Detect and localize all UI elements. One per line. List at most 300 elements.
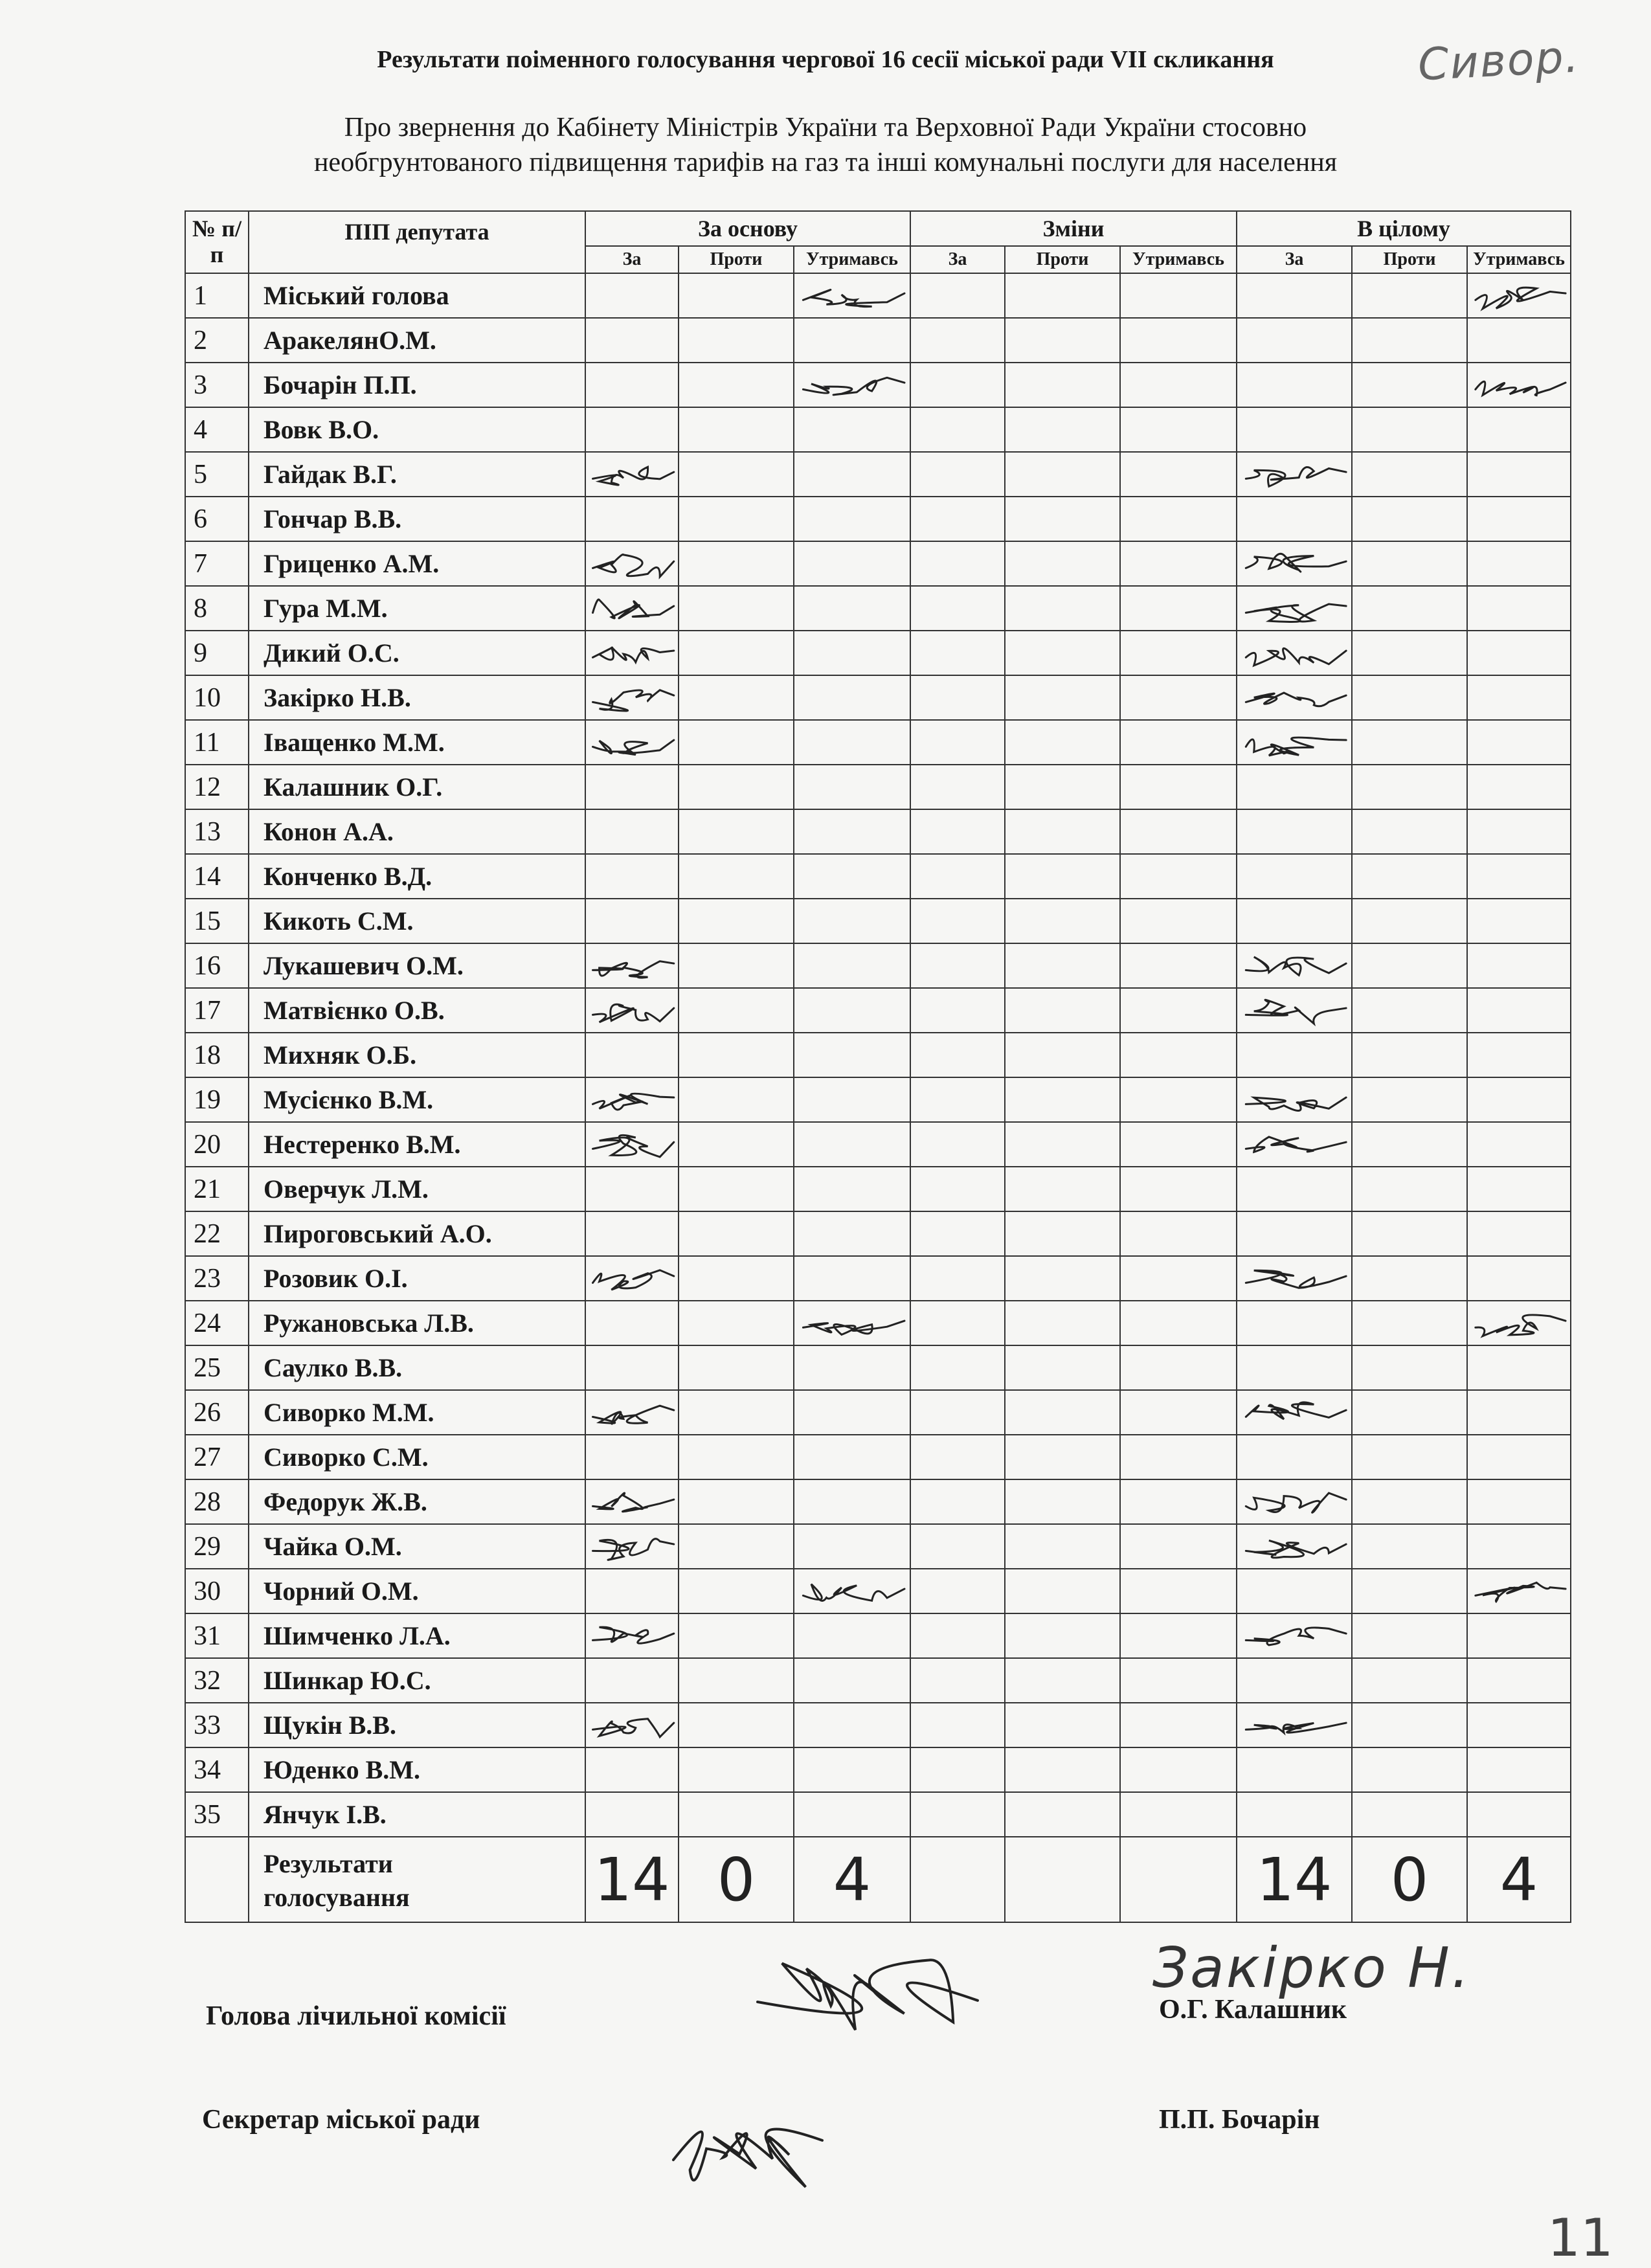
vote-cell xyxy=(794,1435,910,1479)
vote-cell xyxy=(585,1435,679,1479)
row-number: 32 xyxy=(185,1658,249,1703)
table-row xyxy=(185,631,1571,675)
vote-cell xyxy=(1005,854,1120,899)
vote-cell xyxy=(1005,1613,1120,1658)
row-number: 23 xyxy=(185,1256,249,1301)
vote-cell xyxy=(1005,809,1120,854)
vote-cell xyxy=(1237,1167,1352,1211)
vote-cell xyxy=(1120,765,1237,809)
vote-cell xyxy=(679,720,794,765)
subheader-against: Проти xyxy=(1005,246,1120,273)
vote-cell xyxy=(1120,1479,1237,1524)
vote-cell xyxy=(794,1122,910,1167)
deputy-name: Шимченко Л.А. xyxy=(249,1613,585,1658)
vote-cell xyxy=(1005,1479,1120,1524)
vote-cell xyxy=(1467,854,1571,899)
row-number: 7 xyxy=(185,541,249,586)
table-row xyxy=(185,765,1571,809)
vote-cell xyxy=(1237,407,1352,452)
vote-cell xyxy=(794,1569,910,1613)
vote-cell xyxy=(585,631,679,675)
vote-cell xyxy=(585,1390,679,1435)
secretary-label: Секретар міської ради xyxy=(202,2105,480,2135)
deputy-name: Іващенко М.М. xyxy=(249,720,585,765)
vote-cell xyxy=(910,1435,1005,1479)
vote-cell xyxy=(910,586,1005,631)
vote-cell xyxy=(585,1747,679,1792)
vote-cell xyxy=(794,1256,910,1301)
table-row xyxy=(185,407,1571,452)
vote-cell xyxy=(794,1211,910,1256)
vote-cell xyxy=(1237,318,1352,363)
vote-cell xyxy=(679,899,794,943)
vote-cell xyxy=(1005,1747,1120,1792)
header-deputy-name: ПІП депутата xyxy=(249,211,585,273)
vote-cell xyxy=(1237,1658,1352,1703)
row-number: 8 xyxy=(185,586,249,631)
vote-cell xyxy=(585,988,679,1033)
vote-cell xyxy=(1005,675,1120,720)
deputy-name: Саулко В.В. xyxy=(249,1345,585,1390)
vote-cell xyxy=(1352,318,1467,363)
vote-cell xyxy=(794,1792,910,1837)
vote-cell xyxy=(1005,363,1120,407)
vote-cell xyxy=(679,407,794,452)
vote-cell xyxy=(1237,1703,1352,1747)
vote-cell xyxy=(794,452,910,497)
vote-cell xyxy=(794,1167,910,1211)
vote-cell xyxy=(1352,497,1467,541)
vote-cell xyxy=(1005,1792,1120,1837)
deputy-name: Конченко В.Д. xyxy=(249,854,585,899)
vote-cell xyxy=(679,1613,794,1658)
vote-cell xyxy=(794,1077,910,1122)
table-row xyxy=(185,1301,1571,1345)
vote-cell xyxy=(1467,497,1571,541)
vote-cell xyxy=(1005,497,1120,541)
vote-cell xyxy=(1005,541,1120,586)
vote-cell xyxy=(679,675,794,720)
vote-cell xyxy=(1467,899,1571,943)
header-group-changes: Зміни xyxy=(910,211,1237,246)
table-row xyxy=(185,1077,1571,1122)
subheader-for: За xyxy=(585,246,679,273)
table-row xyxy=(185,1033,1571,1077)
vote-cell xyxy=(1467,1703,1571,1747)
header-number: № п/п xyxy=(185,211,249,273)
table-row xyxy=(185,1256,1571,1301)
vote-cell xyxy=(1352,1033,1467,1077)
table-row xyxy=(185,1524,1571,1569)
table-row xyxy=(185,586,1571,631)
result-value: 0 xyxy=(1352,1837,1467,1922)
vote-cell xyxy=(794,943,910,988)
vote-cell xyxy=(679,765,794,809)
table-row xyxy=(185,363,1571,407)
row-number: 27 xyxy=(185,1435,249,1479)
vote-cell xyxy=(679,1747,794,1792)
deputy-name: Вовк В.О. xyxy=(249,407,585,452)
vote-cell xyxy=(585,1122,679,1167)
vote-cell xyxy=(585,452,679,497)
vote-cell xyxy=(1352,1301,1467,1345)
vote-cell xyxy=(1352,1345,1467,1390)
vote-cell xyxy=(1120,1211,1237,1256)
vote-cell xyxy=(679,1792,794,1837)
deputy-name: Щукін В.В. xyxy=(249,1703,585,1747)
vote-cell xyxy=(910,1747,1005,1792)
table-row xyxy=(185,1390,1571,1435)
vote-cell xyxy=(1352,1122,1467,1167)
vote-cell xyxy=(1352,586,1467,631)
subtitle-line-1: Про звернення до Кабінету Міністрів України та Верховної Ради України стосовно xyxy=(344,113,1307,142)
vote-cell xyxy=(585,1167,679,1211)
vote-cell xyxy=(1467,943,1571,988)
vote-cell xyxy=(679,452,794,497)
vote-cell xyxy=(1237,1122,1352,1167)
vote-cell xyxy=(1467,273,1571,318)
deputy-name: Янчук І.В. xyxy=(249,1792,585,1837)
vote-cell xyxy=(679,1256,794,1301)
vote-cell xyxy=(679,541,794,586)
row-number: 12 xyxy=(185,765,249,809)
vote-cell xyxy=(1237,1479,1352,1524)
vote-cell xyxy=(910,1658,1005,1703)
subheader-abstain: Утримавсь xyxy=(1120,246,1237,273)
vote-cell xyxy=(794,1658,910,1703)
vote-cell xyxy=(1237,586,1352,631)
vote-cell xyxy=(1237,1524,1352,1569)
vote-cell xyxy=(1237,1792,1352,1837)
vote-cell xyxy=(679,1435,794,1479)
vote-cell xyxy=(1467,1792,1571,1837)
vote-cell xyxy=(1120,1747,1237,1792)
subheader-against: Проти xyxy=(1352,246,1467,273)
vote-cell xyxy=(585,1703,679,1747)
vote-cell xyxy=(1467,1390,1571,1435)
row-number: 5 xyxy=(185,452,249,497)
vote-cell xyxy=(1005,1345,1120,1390)
vote-cell xyxy=(1005,452,1120,497)
deputy-name: Нестеренко В.М. xyxy=(249,1122,585,1167)
vote-cell xyxy=(1005,720,1120,765)
vote-cell xyxy=(1467,1569,1571,1613)
vote-cell xyxy=(1120,988,1237,1033)
vote-cell xyxy=(1237,497,1352,541)
vote-cell xyxy=(794,809,910,854)
vote-cell xyxy=(679,1479,794,1524)
row-number: 25 xyxy=(185,1345,249,1390)
row-number: 3 xyxy=(185,363,249,407)
table-row xyxy=(185,1211,1571,1256)
deputy-name: Кикоть С.М. xyxy=(249,899,585,943)
table-row xyxy=(185,273,1571,318)
vote-cell xyxy=(1120,675,1237,720)
vote-cell xyxy=(1120,1167,1237,1211)
row-number: 10 xyxy=(185,675,249,720)
vote-cell xyxy=(1467,1747,1571,1792)
vote-cell xyxy=(1467,809,1571,854)
table-row xyxy=(185,1435,1571,1479)
vote-cell xyxy=(794,1301,910,1345)
vote-cell xyxy=(1005,273,1120,318)
vote-cell xyxy=(585,1301,679,1345)
result-value xyxy=(910,1837,1005,1922)
result-value: 14 xyxy=(1237,1837,1352,1922)
table-row xyxy=(185,1479,1571,1524)
vote-cell xyxy=(679,273,794,318)
vote-cell xyxy=(910,1256,1005,1301)
document-title: Результати поіменного голосування чергової 16 сесії міської ради VII скликання xyxy=(377,46,1274,73)
row-number: 9 xyxy=(185,631,249,675)
vote-cell xyxy=(910,1569,1005,1613)
table-row xyxy=(185,452,1571,497)
row-number: 35 xyxy=(185,1792,249,1837)
row-number: 24 xyxy=(185,1301,249,1345)
vote-cell xyxy=(1120,1345,1237,1390)
vote-cell xyxy=(794,675,910,720)
vote-cell xyxy=(679,1211,794,1256)
deputy-name: Конон А.А. xyxy=(249,809,585,854)
deputy-name: Пироговський А.О. xyxy=(249,1211,585,1256)
vote-cell xyxy=(1237,1435,1352,1479)
vote-cell xyxy=(679,1345,794,1390)
row-number: 34 xyxy=(185,1747,249,1792)
vote-cell xyxy=(1005,1703,1120,1747)
vote-cell xyxy=(1005,1569,1120,1613)
vote-cell xyxy=(1352,1390,1467,1435)
vote-cell xyxy=(585,854,679,899)
vote-cell xyxy=(585,1569,679,1613)
vote-cell xyxy=(1352,631,1467,675)
vote-cell xyxy=(794,1033,910,1077)
vote-cell xyxy=(1467,675,1571,720)
row-number: 6 xyxy=(185,497,249,541)
vote-cell xyxy=(1120,1792,1237,1837)
vote-cell xyxy=(679,1122,794,1167)
vote-cell xyxy=(910,675,1005,720)
vote-cell xyxy=(1237,899,1352,943)
vote-cell xyxy=(1467,452,1571,497)
vote-cell xyxy=(910,1122,1005,1167)
deputy-name: Міський голова xyxy=(249,273,585,318)
vote-cell xyxy=(1352,1167,1467,1211)
vote-cell xyxy=(794,1747,910,1792)
vote-cell xyxy=(1352,1703,1467,1747)
row-number: 30 xyxy=(185,1569,249,1613)
vote-cell xyxy=(585,586,679,631)
vote-cell xyxy=(1467,1167,1571,1211)
secretary-name: П.П. Бочарін xyxy=(1159,2105,1320,2135)
vote-cell xyxy=(1467,318,1571,363)
vote-cell xyxy=(910,988,1005,1033)
deputy-name: Оверчук Л.М. xyxy=(249,1167,585,1211)
row-number: 4 xyxy=(185,407,249,452)
vote-cell xyxy=(794,631,910,675)
vote-cell xyxy=(794,541,910,586)
vote-cell xyxy=(679,1658,794,1703)
vote-cell xyxy=(1237,943,1352,988)
vote-cell xyxy=(1120,1390,1237,1435)
table-row xyxy=(185,720,1571,765)
subheader-abstain: Утримавсь xyxy=(1467,246,1571,273)
vote-cell xyxy=(1237,1390,1352,1435)
commission-name: О.Г. Калашник xyxy=(1159,1995,1347,2025)
vote-cell xyxy=(1237,1077,1352,1122)
vote-cell xyxy=(1005,586,1120,631)
vote-cell xyxy=(1120,1077,1237,1122)
table-row xyxy=(185,1792,1571,1837)
vote-cell xyxy=(679,1033,794,1077)
row-number: 20 xyxy=(185,1122,249,1167)
vote-cell xyxy=(679,318,794,363)
table-row xyxy=(185,899,1571,943)
vote-cell xyxy=(910,809,1005,854)
vote-cell xyxy=(910,273,1005,318)
vote-cell xyxy=(1352,1256,1467,1301)
vote-cell xyxy=(794,363,910,407)
vote-cell xyxy=(1237,1747,1352,1792)
vote-cell xyxy=(1005,1524,1120,1569)
table-row xyxy=(185,1747,1571,1792)
vote-cell xyxy=(1120,1301,1237,1345)
deputy-name: Мусієнко В.М. xyxy=(249,1077,585,1122)
vote-cell xyxy=(1352,1211,1467,1256)
table-row xyxy=(185,541,1571,586)
deputy-name: Чайка О.М. xyxy=(249,1524,585,1569)
vote-cell xyxy=(1120,631,1237,675)
vote-cell xyxy=(585,318,679,363)
vote-cell xyxy=(1120,541,1237,586)
vote-cell xyxy=(1120,943,1237,988)
vote-cell xyxy=(1237,1345,1352,1390)
table-row xyxy=(185,1569,1571,1613)
vote-cell xyxy=(1120,1703,1237,1747)
row-number: 11 xyxy=(185,720,249,765)
vote-cell xyxy=(794,1613,910,1658)
vote-cell xyxy=(585,720,679,765)
table-row xyxy=(185,1703,1571,1747)
vote-cell xyxy=(1352,1435,1467,1479)
vote-cell xyxy=(1005,765,1120,809)
vote-cell xyxy=(1352,1569,1467,1613)
deputy-name: Гончар В.В. xyxy=(249,497,585,541)
subheader-against: Проти xyxy=(679,246,794,273)
vote-cell xyxy=(794,720,910,765)
vote-cell xyxy=(1120,809,1237,854)
vote-cell xyxy=(1120,586,1237,631)
vote-cell xyxy=(1467,765,1571,809)
vote-cell xyxy=(1120,1524,1237,1569)
vote-cell xyxy=(1352,1524,1467,1569)
page-number: 11 xyxy=(1547,2208,1613,2268)
row-number: 16 xyxy=(185,943,249,988)
table-row xyxy=(185,943,1571,988)
vote-cell xyxy=(585,1211,679,1256)
vote-cell xyxy=(585,497,679,541)
vote-cell xyxy=(1237,1256,1352,1301)
result-value: 0 xyxy=(679,1837,794,1922)
vote-cell xyxy=(1005,1435,1120,1479)
vote-cell xyxy=(910,1479,1005,1524)
vote-cell xyxy=(910,1301,1005,1345)
row-number: 15 xyxy=(185,899,249,943)
result-number-cell xyxy=(185,1837,249,1922)
vote-cell xyxy=(1352,273,1467,318)
vote-cell xyxy=(585,943,679,988)
vote-cell xyxy=(1005,1167,1120,1211)
secretary-signature xyxy=(673,2129,822,2187)
vote-cell xyxy=(1120,1435,1237,1479)
vote-cell xyxy=(1005,1390,1120,1435)
vote-cell xyxy=(585,765,679,809)
vote-cell xyxy=(585,363,679,407)
subheader-abstain: Утримавсь xyxy=(794,246,910,273)
vote-cell xyxy=(910,1613,1005,1658)
vote-cell xyxy=(679,1167,794,1211)
header-group-whole: В цілому xyxy=(1237,211,1571,246)
vote-cell xyxy=(1237,273,1352,318)
table-row xyxy=(185,809,1571,854)
vote-cell xyxy=(1352,809,1467,854)
vote-cell xyxy=(910,1792,1005,1837)
vote-cell xyxy=(1467,586,1571,631)
deputy-name: Гайдак В.Г. xyxy=(249,452,585,497)
vote-cell xyxy=(1352,363,1467,407)
subheader-for: За xyxy=(910,246,1005,273)
vote-cell xyxy=(1237,1613,1352,1658)
vote-cell xyxy=(1352,541,1467,586)
vote-cell xyxy=(1352,1479,1467,1524)
vote-cell xyxy=(1467,1658,1571,1703)
result-label-line-1: Результати xyxy=(264,1849,393,1878)
deputy-name: Ружановська Л.В. xyxy=(249,1301,585,1345)
vote-cell xyxy=(1237,1211,1352,1256)
vote-cell xyxy=(1467,1479,1571,1524)
vote-cell xyxy=(585,273,679,318)
vote-cell xyxy=(910,363,1005,407)
vote-cell xyxy=(910,720,1005,765)
deputy-name: Лукашевич О.М. xyxy=(249,943,585,988)
vote-cell xyxy=(1120,1569,1237,1613)
vote-cell xyxy=(1352,765,1467,809)
vote-cell xyxy=(679,363,794,407)
row-number: 21 xyxy=(185,1167,249,1211)
table-row xyxy=(185,1613,1571,1658)
row-number: 26 xyxy=(185,1390,249,1435)
vote-cell xyxy=(1237,1569,1352,1613)
vote-cell xyxy=(1005,1658,1120,1703)
vote-cell xyxy=(794,1703,910,1747)
vote-cell xyxy=(679,943,794,988)
vote-cell xyxy=(1120,497,1237,541)
vote-cell xyxy=(1467,541,1571,586)
vote-cell xyxy=(1005,1256,1120,1301)
vote-cell xyxy=(794,1524,910,1569)
vote-cell xyxy=(794,1479,910,1524)
vote-cell xyxy=(910,1167,1005,1211)
vote-cell xyxy=(585,1792,679,1837)
vote-cell xyxy=(585,407,679,452)
deputy-name: АракелянО.М. xyxy=(249,318,585,363)
vote-cell xyxy=(1237,541,1352,586)
deputy-name: Закірко Н.В. xyxy=(249,675,585,720)
vote-cell xyxy=(1237,720,1352,765)
deputy-name: Гриценко А.М. xyxy=(249,541,585,586)
vote-cell xyxy=(1352,452,1467,497)
vote-cell xyxy=(585,1658,679,1703)
vote-cell xyxy=(910,407,1005,452)
